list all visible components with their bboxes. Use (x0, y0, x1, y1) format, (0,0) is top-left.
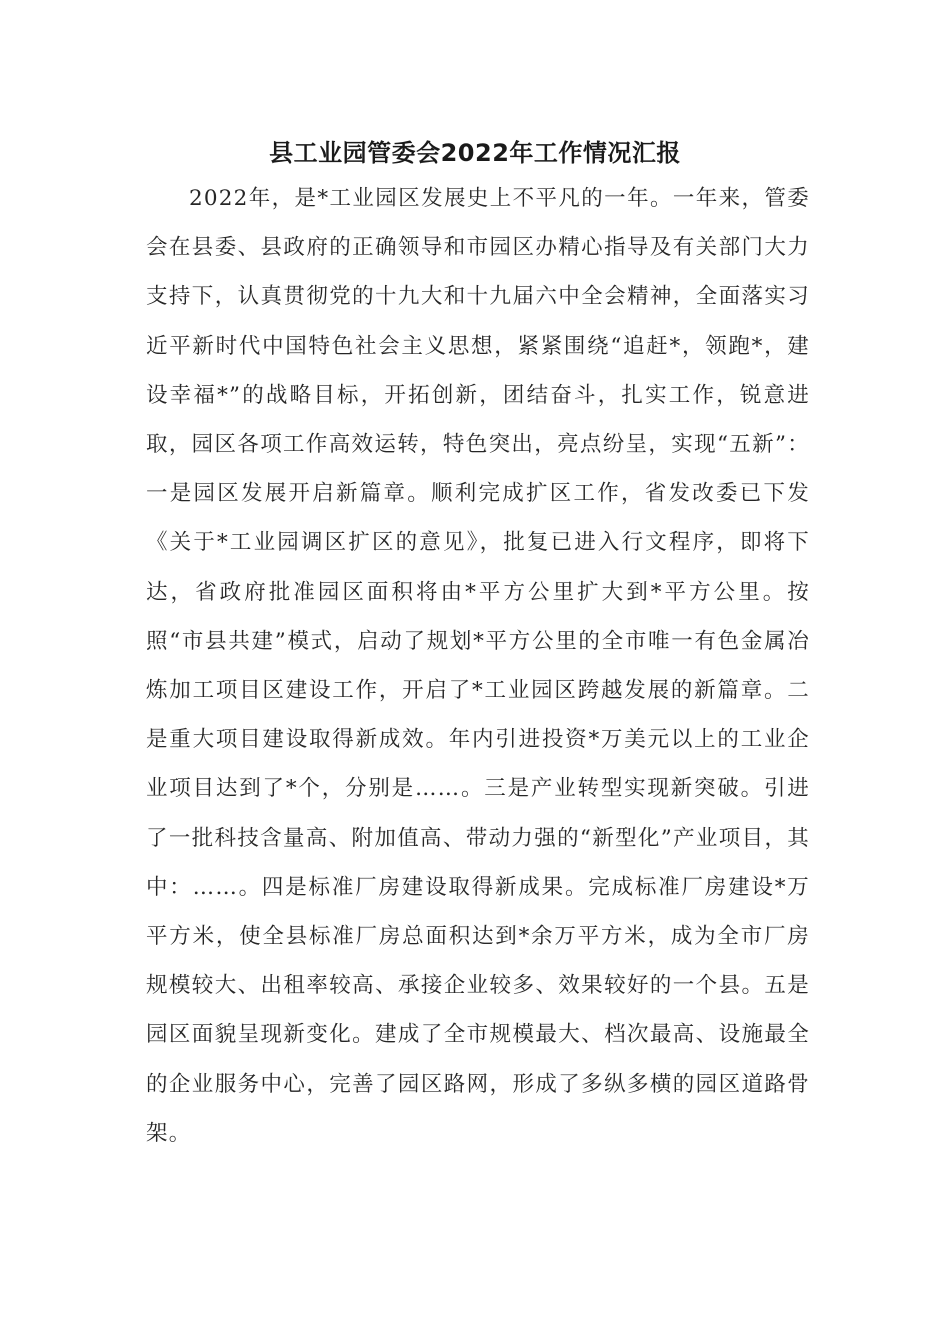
body-paragraph: 2022年，是*工业园区发展史上不平凡的一年。一年来，管委会在县委、县政府的正确领导和市园区办精心指导及有关部门大力支持下，认真贯彻党的十九大和十九届六中全会精神，全面落实习近平新时代中国特色社会主义思想，紧紧围绕“追赶*，领跑*，建设幸福*”的战略目标，开拓创新，团结奋斗，扎实工作，锐意进取，园区各项工作高效运转，特色突出，亮点纷呈，实现“五新”：一是园区发展开启新篇章。顺利完成扩区工作，省发改委已下发《关于*工业园调区扩区的意见》，批复已进入行文程序，即将下达，省政府批准园区面积将由*平方公里扩大到*平方公里。按照“市县共建”模式，启动了规划*平方公里的全市唯一有色金属冶炼加工项目区建设工作，开启了*工业园区跨越发展的新篇章。二是重大项目建设取得新成效。年内引进投资*万美元以上的工业企业项目达到了*个，分别是……。三是产业转型实现新突破。引进了一批科技含量高、附加值高、带动力强的“新型化”产业项目，其中：……。四是标准厂房建设取得新成果。完成标准厂房建设*万平方米，使全县标准厂房总面积达到*余万平方米，成为全市厂房规模较大、出租率较高、承接企业较多、效果较好的一个县。五是园区面貌呈现新变化。建成了全市规模最大、档次最高、设施最全的企业服务中心，完善了园区路网，形成了多纵多横的园区道路骨架。 (146, 186, 810, 1146)
document-title: 县工业园管委会2022年工作情况汇报 (269, 139, 681, 167)
